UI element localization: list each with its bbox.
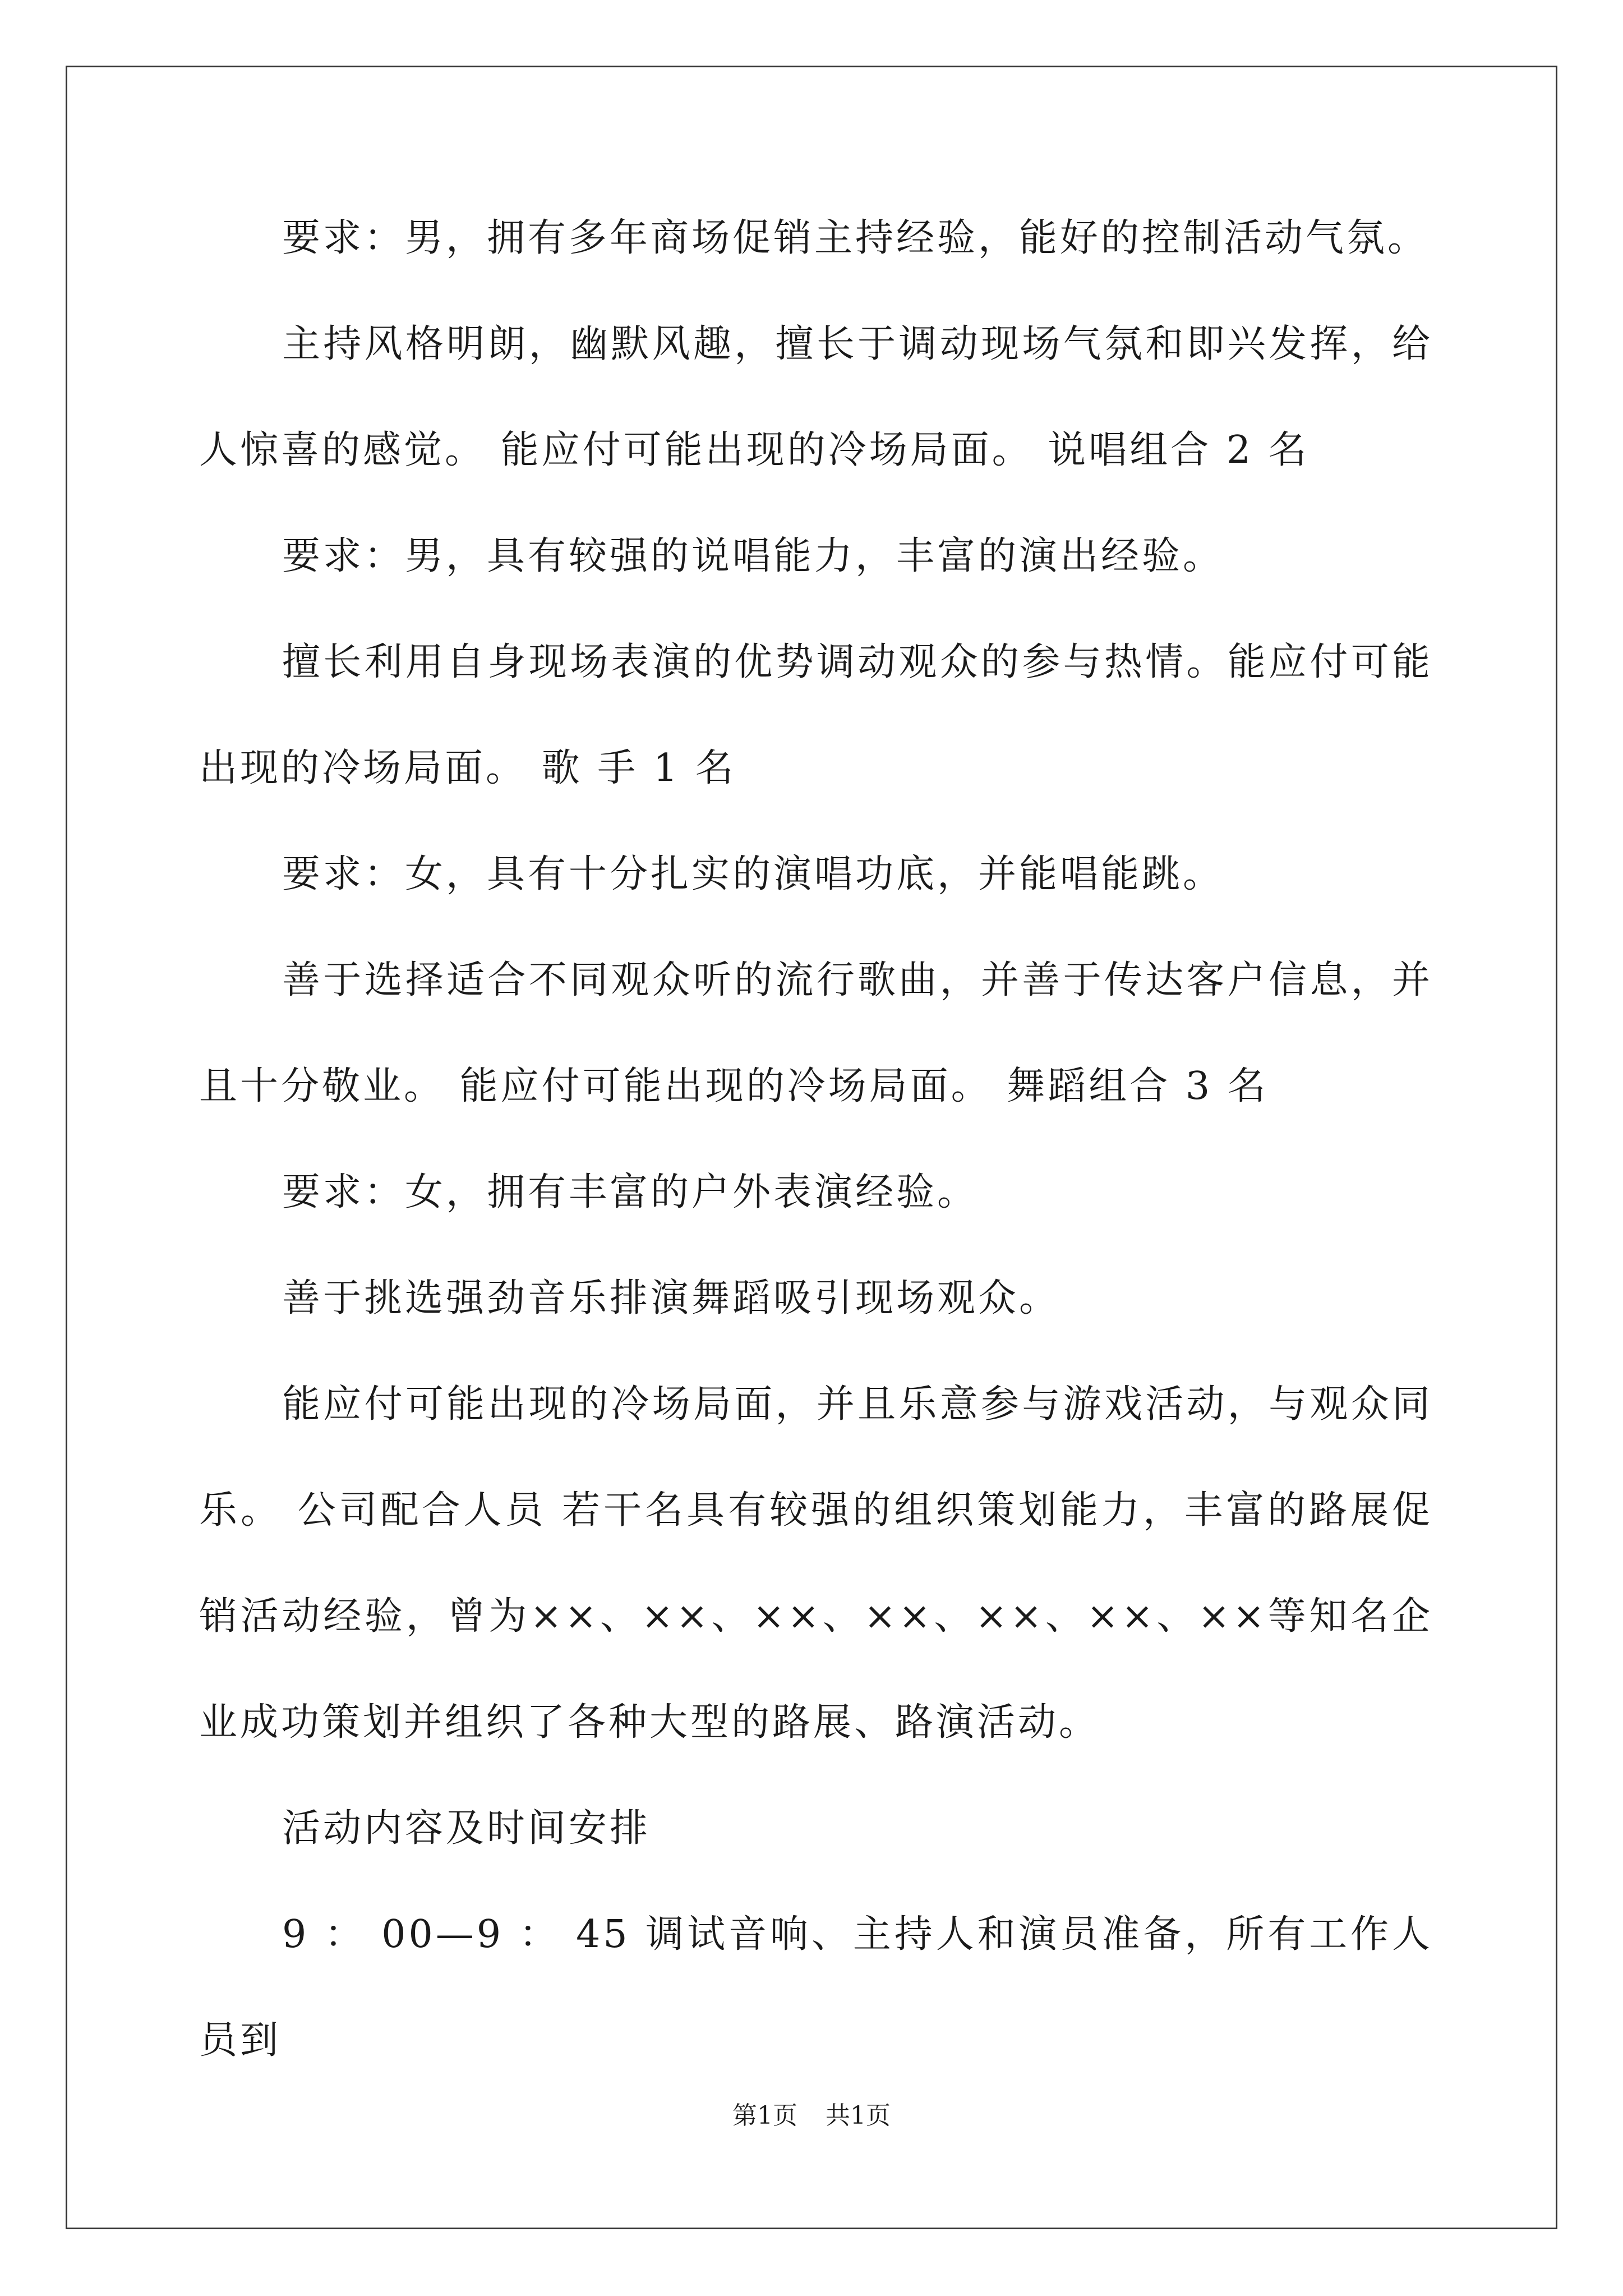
paragraph: 能应付可能出现的冷场局面，并且乐意参与游戏活动，与观众同乐。 公司配合人员 若干名具有较强的组织策划能力，丰富的路展促销活动经验，曾为××、××、××、××、××、××、××等知名企业成功策划并组织了各种大型的路展、路演活动。 (199, 1382, 1433, 1745)
paragraph: 要求：女，具有十分扎实的演唱功底，并能唱能跳。 (282, 852, 1224, 896)
paragraph: 要求：男，具有较强的说唱能力，丰富的演出经验。 (282, 534, 1224, 578)
paragraph: 主持风格明朗，幽默风趣，擅长于调动现场气氛和即兴发挥，给人惊喜的感觉。 能应付可能出现的冷场局面。 说唱组合 2 名 (199, 322, 1433, 472)
page-total: 共1页 (826, 2101, 891, 2130)
paragraph: 要求：男，拥有多年商场促销主持经验，能好的控制活动气氛。 (282, 216, 1429, 260)
paragraph: 要求：女，拥有丰富的户外表演经验。 (282, 1170, 979, 1214)
page-number: 第1页 (732, 2101, 797, 2130)
document-body (199, 185, 1433, 2093)
paragraph: 擅长利用自身现场表演的优势调动观众的参与热情。能应付可能出现的冷场局面。 歌 手 1 名 (199, 640, 1433, 790)
paragraph: 9 ： 00—9 ： 45 调试音响、主持人和演员准备，所有工作人员到 (199, 1912, 1433, 2063)
paragraph: 善于选择适合不同观众听的流行歌曲，并善于传达客户信息，并且十分敬业。 能应付可能出现的冷场局面。 舞蹈组合 3 名 (199, 958, 1433, 1108)
paragraph: 善于挑选强劲音乐排演舞蹈吸引现场观众。 (282, 1276, 1061, 1320)
section-heading: 活动内容及时间安排 (282, 1806, 651, 1851)
page-footer (0, 2095, 1623, 2131)
